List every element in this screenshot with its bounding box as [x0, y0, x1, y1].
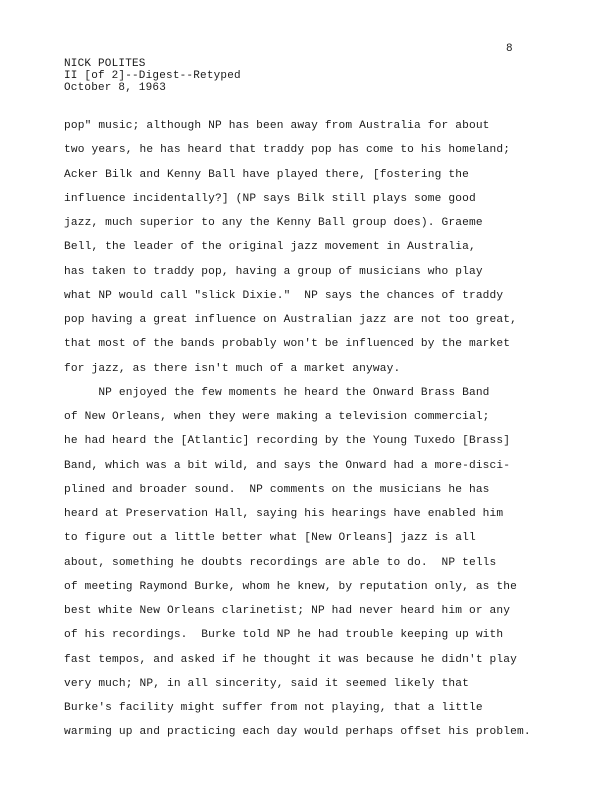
text-line: NP enjoyed the few moments he heard the Onward Brass Band — [64, 386, 490, 399]
text-line: of meeting Raymond Burke, whom he knew, by reputation only, as the — [64, 580, 517, 593]
text-line: jazz, much superior to any the Kenny Ball group does). Graeme — [64, 217, 483, 229]
text-line: what NP would call "slick Dixie." NP says the chances of traddy — [64, 289, 504, 302]
text-line: of New Orleans, when they were making a television commercial; — [64, 411, 490, 423]
text-line: best white New Orleans clarinetist; NP had never heard him or any — [64, 605, 511, 617]
text-line: he had heard the [Atlantic] recording by the Young Tuxedo [Brass] — [64, 435, 511, 448]
header-name: NICK POLITES — [64, 58, 146, 70]
text-line: influence incidentally?] (NP says Bilk still plays some good — [64, 192, 476, 205]
text-line: pop" music; although NP has been away from Australia for about — [64, 120, 490, 132]
body-text — [64, 114, 564, 745]
text-line: plined and broader sound. NP comments on the musicians he has — [64, 483, 490, 496]
text-line: Burke's facility might suffer from not playing, that a little — [64, 702, 483, 714]
text-line: pop having a great influence on Australian jazz are not too great, — [64, 314, 517, 326]
header-date: October 8, 1963 — [64, 82, 167, 94]
text-line: Bell, the leader of the original jazz movement in Australia, — [64, 241, 476, 254]
text-line: very much; NP, in all sincerity, said it seemed likely that — [64, 677, 469, 690]
text-line: two years, he has heard that traddy pop has come to his homeland; — [64, 144, 511, 157]
text-line: Acker Bilk and Kenny Ball have played there, [fostering the — [64, 168, 469, 181]
text-line: that most of the bands probably won't be influenced by the market — [64, 338, 511, 351]
text-line: warming up and practicing each day would perhaps offset his problem. — [64, 726, 531, 739]
text-line: has taken to traddy pop, having a group of musicians who play — [64, 265, 483, 278]
document-header — [64, 58, 241, 94]
text-line: Band, which was a bit wild, and says the Onward had a more-disci- — [64, 459, 511, 472]
text-line: heard at Preservation Hall, saying his hearings have enabled him — [64, 508, 504, 520]
text-line: to figure out a little better what [New Orleans] jazz is all — [64, 532, 476, 545]
header-description: II [of 2]--Digest--Retyped — [64, 70, 241, 82]
text-line: fast tempos, and asked if he thought it was because he didn't play — [64, 653, 517, 666]
text-line: for jazz, as there isn't much of a market anyway. — [64, 362, 401, 375]
text-line: of his recordings. Burke told NP he had trouble keeping up with — [64, 629, 504, 642]
page-number: 8 — [506, 43, 513, 55]
text-line: about, something he doubts recordings are able to do. NP tells — [64, 556, 497, 569]
